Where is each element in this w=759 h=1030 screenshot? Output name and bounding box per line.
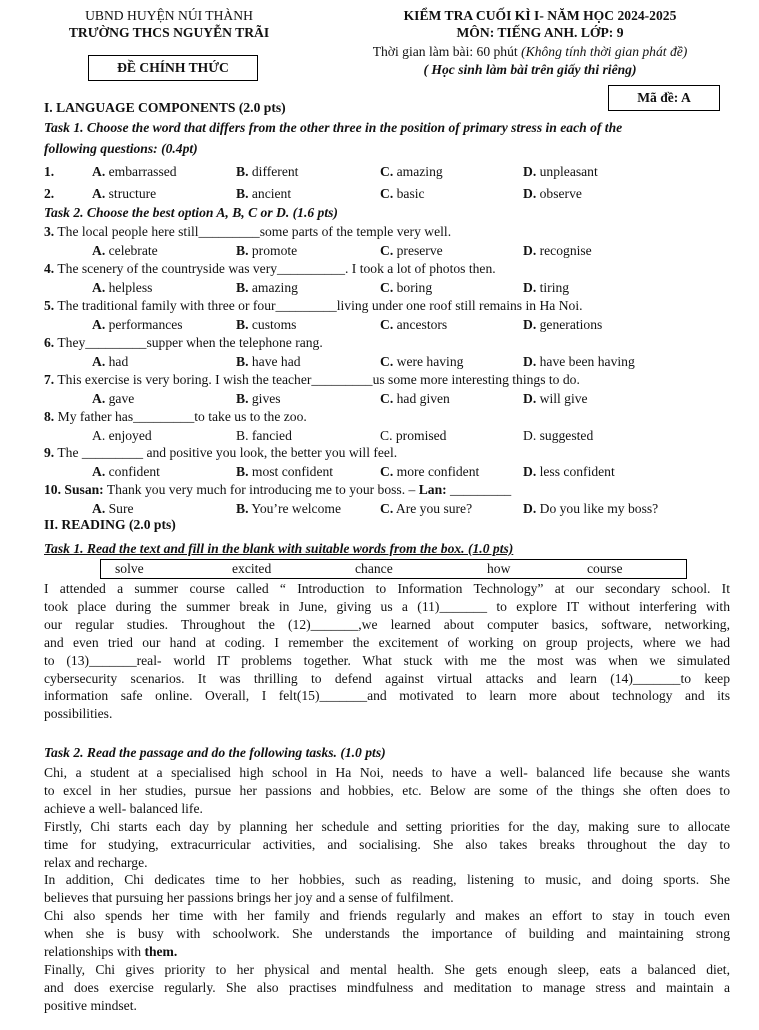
option-letter: B. [236,428,249,443]
passage-line: information safe online. Overall, I felt(15)_______and motivated to learn more about technology and its [44,688,730,704]
question-text: This exercise is very boring. I wish the teacher_________us some more interesting things to do. [57,372,580,387]
option-text: were having [396,354,464,369]
question-number: 2. [44,186,55,201]
option-letter: B. [236,354,249,369]
option-letter: A. [92,391,106,406]
answer-option [523,185,582,203]
option-text: amazing [251,280,298,295]
question-number: 3. [44,224,55,239]
question-stem [44,371,580,389]
reading-task1-instruction: Task 1. Read the text and fill in the blank with suitable words from the box. (1.0 pts) [44,541,514,556]
option-text: You’re welcome [251,501,341,516]
question-number: 6. [44,335,55,350]
answer-option [380,185,425,203]
option-text: gives [251,391,281,406]
passage-text: Firstly, Chi starts each day by planning her schedule and setting priorities for the day, making sure to allocate [44,818,730,834]
passage-line: took place during the summer break in June, giving us a (11)_______ to explore IT without interfering with [44,598,730,614]
word-box-item: course [587,561,623,576]
passage-line [44,836,730,854]
option-text: promised [395,428,447,443]
answer-option [236,463,333,481]
option-text: performances [108,317,183,332]
option-text: tiring [539,280,570,295]
question-text: They_________supper when the telephone rang. [57,335,323,350]
passage-line: and even tried our hand at coding. I remember the excitement of working on group projects, where we had [44,634,730,650]
time-line [330,44,730,60]
answer-option [523,316,602,334]
answer-option [236,279,298,297]
question-stem [44,481,511,499]
passage-text: Chi also spends her time with her family and friends regularly and makes an effort to stay in touch even [44,908,730,924]
answer-option [523,242,592,260]
option-letter: D. [523,464,537,479]
answer-option [380,353,463,371]
option-letter: B. [236,464,249,479]
option-text: observe [539,186,582,201]
answer-option [236,427,292,445]
answer-option [523,390,588,408]
answer-option [380,279,432,297]
paper-note: ( Học sinh làm bài trên giấy thi riêng) [423,62,637,77]
word-box-item: excited [232,561,272,576]
option-text: suggested [539,428,594,443]
question-stem [44,444,397,462]
option-text: embarrassed [108,164,177,179]
section-2-title: II. READING (2.0 pts) [44,517,176,532]
option-letter: A. [92,164,106,179]
question-text: The local people here still_________some parts of the temple very well. [57,224,452,239]
option-text: helpless [108,280,153,295]
option-text: preserve [396,243,443,258]
option-letter: D. [523,501,537,516]
option-text: structure [108,186,157,201]
option-text: different [251,164,299,179]
option-text: Do you like my boss? [539,501,659,516]
answer-option [380,163,443,181]
question-stem [44,297,583,315]
answer-option [92,463,160,481]
option-letter: C. [380,428,393,443]
reading-task2-instruction: Task 2. Read the passage and do the following tasks. (1.0 pts) [44,745,386,760]
speaker-label: Susan: [64,482,104,497]
answer-option [523,500,658,518]
answer-option [523,279,569,297]
answer-option [380,390,450,408]
option-text: amazing [396,164,443,179]
question-text: My father has_________to take us to the zoo. [57,409,307,424]
answer-option [92,316,183,334]
question-text: The scenery of the countryside was very__________. I took a lot of photos then. [57,261,496,276]
passage-text: positive mindset. [44,997,137,1013]
answer-option [92,353,128,371]
option-letter: A. [92,354,106,369]
passage-line [44,997,730,1015]
option-letter: D. [523,317,537,332]
option-letter: C. [380,164,394,179]
answer-option [236,163,298,181]
passage-text: In addition, Chi dedicates time to her hobbies, such as reading, listening to music, and doing sports. She [44,872,730,888]
passage-line [44,925,730,943]
exam-code-box [608,85,720,111]
answer-option [380,242,443,260]
option-text: Are you sure? [395,501,473,516]
answer-option [92,242,158,260]
option-letter: C. [380,391,394,406]
option-letter: A. [92,280,106,295]
task1-instruction-line1: Task 1. Choose the word that differs from the other three in the position of primary stress in each of the [44,120,623,135]
option-letter: A. [92,186,106,201]
word-box [100,559,687,579]
option-letter: D. [523,391,537,406]
passage-line [44,979,730,997]
answer-option [236,500,341,518]
question-text: Thank you very much for introducing me to your boss. – [103,482,419,497]
option-text: promote [251,243,298,258]
option-letter: C. [380,464,394,479]
answer-option [236,390,281,408]
word-box-item: how [487,561,511,576]
emphasized-word: them. [144,944,178,960]
question-number: 4. [44,261,55,276]
option-letter: D. [523,428,537,443]
question-number: 1. [44,164,55,179]
option-text: have had [251,354,301,369]
passage-line: cybersecurity scenarios. It was thrilling to defend against virtual attacks and learn (14)_______to keep [44,670,730,686]
reading-passage-1 [44,580,730,723]
question-stem [44,223,451,241]
answer-option [523,427,593,445]
option-letter: A. [92,464,106,479]
option-text: less confident [539,464,615,479]
answer-option [92,185,156,203]
option-letter: B. [236,243,249,258]
option-letter: B. [236,317,249,332]
question-number: 9. [44,445,55,460]
option-letter: D. [523,280,537,295]
option-text: confident [108,464,160,479]
reading-passage-2 [44,764,730,1015]
option-letter: D. [523,243,537,258]
question-text: The _________ and positive you look, the better you will feel. [57,445,398,460]
passage-text: time for studying, extracurricular activities, and socialising. She also takes breaks throughout the day to [44,836,730,852]
option-text: unpleasant [539,164,598,179]
passage-line [44,889,730,907]
question-stem [44,334,323,352]
option-text: boring [396,280,433,295]
option-text: ancient [251,186,292,201]
time-text: Thời gian làm bài: 60 phút [372,44,518,59]
answer-blank: _________ [446,482,512,497]
passage-line: I attended a summer course called “ Introduction to Information Technology” at our secondary school. It [44,581,730,596]
option-text: have been having [539,354,635,369]
option-letter: C. [380,501,394,516]
answer-option [92,390,134,408]
option-letter: C. [380,354,394,369]
option-text: more confident [396,464,480,479]
option-text: had [108,354,129,369]
passage-text: and does exercise regularly. She also practises mindfulness and meditation to manage stress and maintain a [44,979,730,995]
exam-title: KIỂM TRA CUỐI KÌ I- NĂM HỌC 2024-2025 [403,8,677,23]
option-text: most confident [251,464,334,479]
option-text: enjoyed [108,428,152,443]
answer-option [380,463,479,481]
option-text: ancestors [396,317,448,332]
option-letter: D. [523,164,537,179]
option-letter: B. [236,391,249,406]
answer-option [92,500,134,518]
subject-line: MÔN: TIẾNG ANH. LỚP: 9 [456,25,624,40]
official-label-box [88,55,258,81]
passage-line [44,907,730,925]
option-text: had given [396,391,450,406]
option-text: customs [251,317,297,332]
passage-line [44,961,730,979]
word-box-item: chance [355,561,393,576]
option-text: gave [108,391,135,406]
district-name: UBND HUYỆN NÚI THÀNH [85,8,253,23]
answer-option [236,353,301,371]
answer-option [380,500,472,518]
question-text: The traditional family with three or four_________living under one roof still remains in Ha Noi. [57,298,583,313]
question-stem [44,260,496,278]
option-letter: D. [523,354,537,369]
time-note: (Không tính thời gian phát đề) [521,44,688,59]
answer-option [92,163,177,181]
answer-option [380,316,447,334]
answer-option [236,242,297,260]
option-letter: B. [236,501,249,516]
option-text: celebrate [108,243,158,258]
option-letter: D. [523,186,537,201]
option-letter: C. [380,280,394,295]
answer-option [92,279,152,297]
question-number: 5. [44,298,55,313]
option-letter: B. [236,164,249,179]
option-letter: B. [236,186,249,201]
passage-text: when she is busy with schoolwork. She understands the importance of building and maintaining strong [44,926,730,942]
speaker-label: Lan: [418,482,447,497]
passage-line [44,943,730,961]
question-number: 7. [44,372,55,387]
option-text: Sure [108,501,134,516]
passage-line: our regular studies. Throughout the (12)_______,we learned about computer basics, software, networking, [44,616,730,632]
answer-option [523,163,598,181]
option-text: recognise [539,243,592,258]
answer-option [523,353,635,371]
passage-line [44,800,730,818]
option-text: basic [396,186,425,201]
passage-line [44,782,730,800]
option-letter: A. [92,317,106,332]
exam-code: Mã đề: A [637,90,691,105]
option-letter: B. [236,280,249,295]
passage-text: to excel in her studies, pursue her passions and hobbies, etc. Below are some of the things she often does to [44,782,730,798]
question-stem [44,408,307,426]
passage-line: to (13)_______real- world IT problems together. What stuck with me the most was when we simulated [44,652,730,668]
passage-line [44,764,730,782]
option-letter: C. [380,186,394,201]
option-letter: C. [380,243,394,258]
question-number: 8. [44,409,55,424]
option-letter: C. [380,317,394,332]
passage-line [44,818,730,836]
passage-text: Chi, a student at a specialised high school in Ha Noi, needs to have a well- balanced life because she wants [44,765,730,780]
option-letter: A. [92,428,106,443]
answer-option [523,463,615,481]
school-name: TRƯỜNG THCS NGUYỄN TRÃI [68,25,270,40]
passage-text: achieve a well- balanced life. [44,800,203,816]
option-letter: A. [92,243,106,258]
answer-option [236,185,291,203]
option-text: fancied [251,428,292,443]
task2-instruction: Task 2. Choose the best option A, B, C or D. (1.6 pts) [44,205,338,220]
passage-line: possibilities. [44,706,113,722]
option-text: generations [539,317,603,332]
passage-text: Finally, Chi gives priority to her physical and mental health. She gets enough sleep, eats a balanced diet, [44,961,730,977]
option-letter: A. [92,501,106,516]
passage-text: relationships with [44,944,145,960]
passage-text: relax and recharge. [44,854,148,870]
word-box-item: solve [115,561,144,576]
official-label: ĐỀ CHÍNH THỨC [117,60,229,75]
answer-option [236,316,296,334]
option-text: will give [539,391,588,406]
section-1-title: I. LANGUAGE COMPONENTS (2.0 pts) [44,100,286,115]
passage-line [44,854,730,872]
answer-option [92,427,152,445]
task1-instruction-line2: following questions: (0.4pt) [44,141,198,156]
answer-option [380,427,446,445]
passage-text: believes that pursuing her passions brings her joy and a sense of fulfilment. [44,890,454,906]
question-number: 10. [44,482,61,497]
passage-line [44,871,730,889]
